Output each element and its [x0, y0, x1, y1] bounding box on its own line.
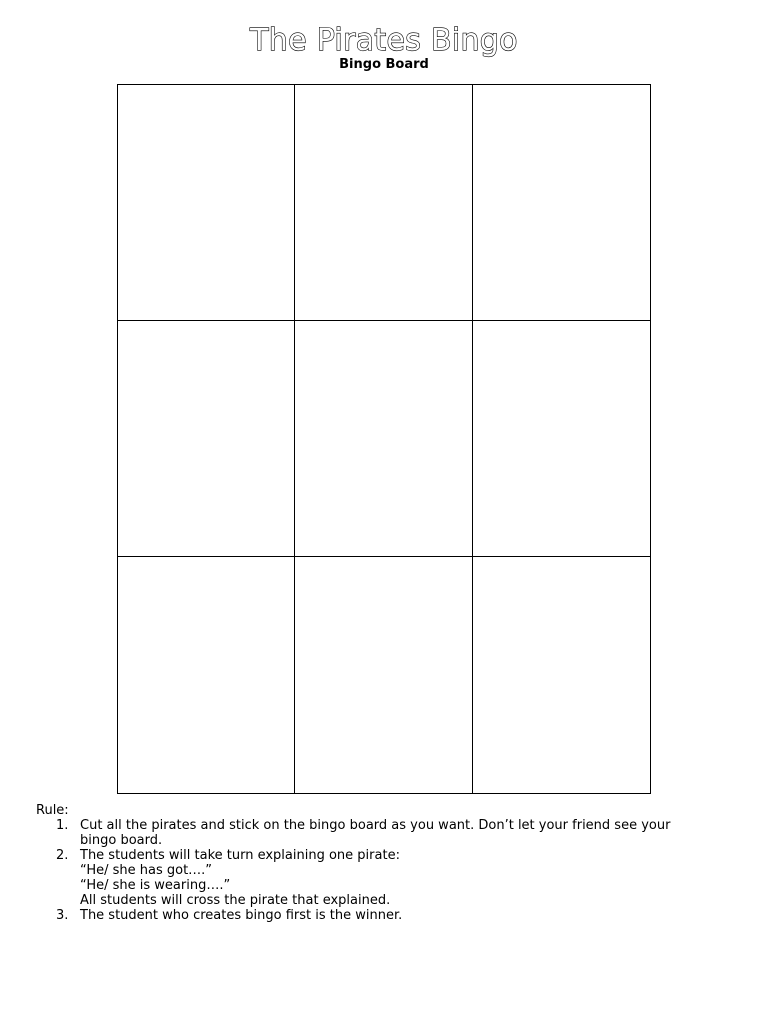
bingo-cell-2-1 — [118, 321, 295, 557]
rule-item — [36, 908, 726, 923]
bingo-cell-2-3 — [473, 321, 650, 557]
document-subtitle: Bingo Board — [339, 57, 429, 72]
rule-number: 1. — [56, 818, 69, 833]
rules-heading: Rule: — [36, 803, 69, 818]
bingo-cell-3-2 — [295, 557, 472, 793]
bingo-cell-3-3 — [473, 557, 650, 793]
bingo-cell-1-3 — [473, 85, 650, 321]
rules-section — [36, 803, 726, 923]
bingo-cell-1-1 — [118, 85, 295, 321]
rule-text: Cut all the pirates and stick on the bingo board as you want. Don’t let your friend see your — [80, 818, 671, 833]
rule-item — [36, 848, 726, 908]
rule-number: 3. — [56, 908, 69, 923]
rule-example: “He/ she is wearing….” — [80, 878, 231, 893]
document-title: The Pirates Bingo — [250, 23, 518, 58]
rule-text: bingo board. — [80, 833, 163, 848]
bingo-cell-1-2 — [295, 85, 472, 321]
rule-example: “He/ she has got….” — [80, 863, 213, 878]
rules-list — [36, 818, 726, 923]
rule-item — [36, 818, 726, 848]
rule-text: All students will cross the pirate that explained. — [80, 893, 391, 908]
rule-text: The students will take turn explaining one pirate: — [80, 848, 400, 863]
rule-number: 2. — [56, 848, 69, 863]
bingo-cell-3-1 — [118, 557, 295, 793]
bingo-cell-2-2 — [295, 321, 472, 557]
bingo-board — [117, 84, 651, 794]
rule-text: The student who creates bingo first is the winner. — [80, 908, 403, 923]
